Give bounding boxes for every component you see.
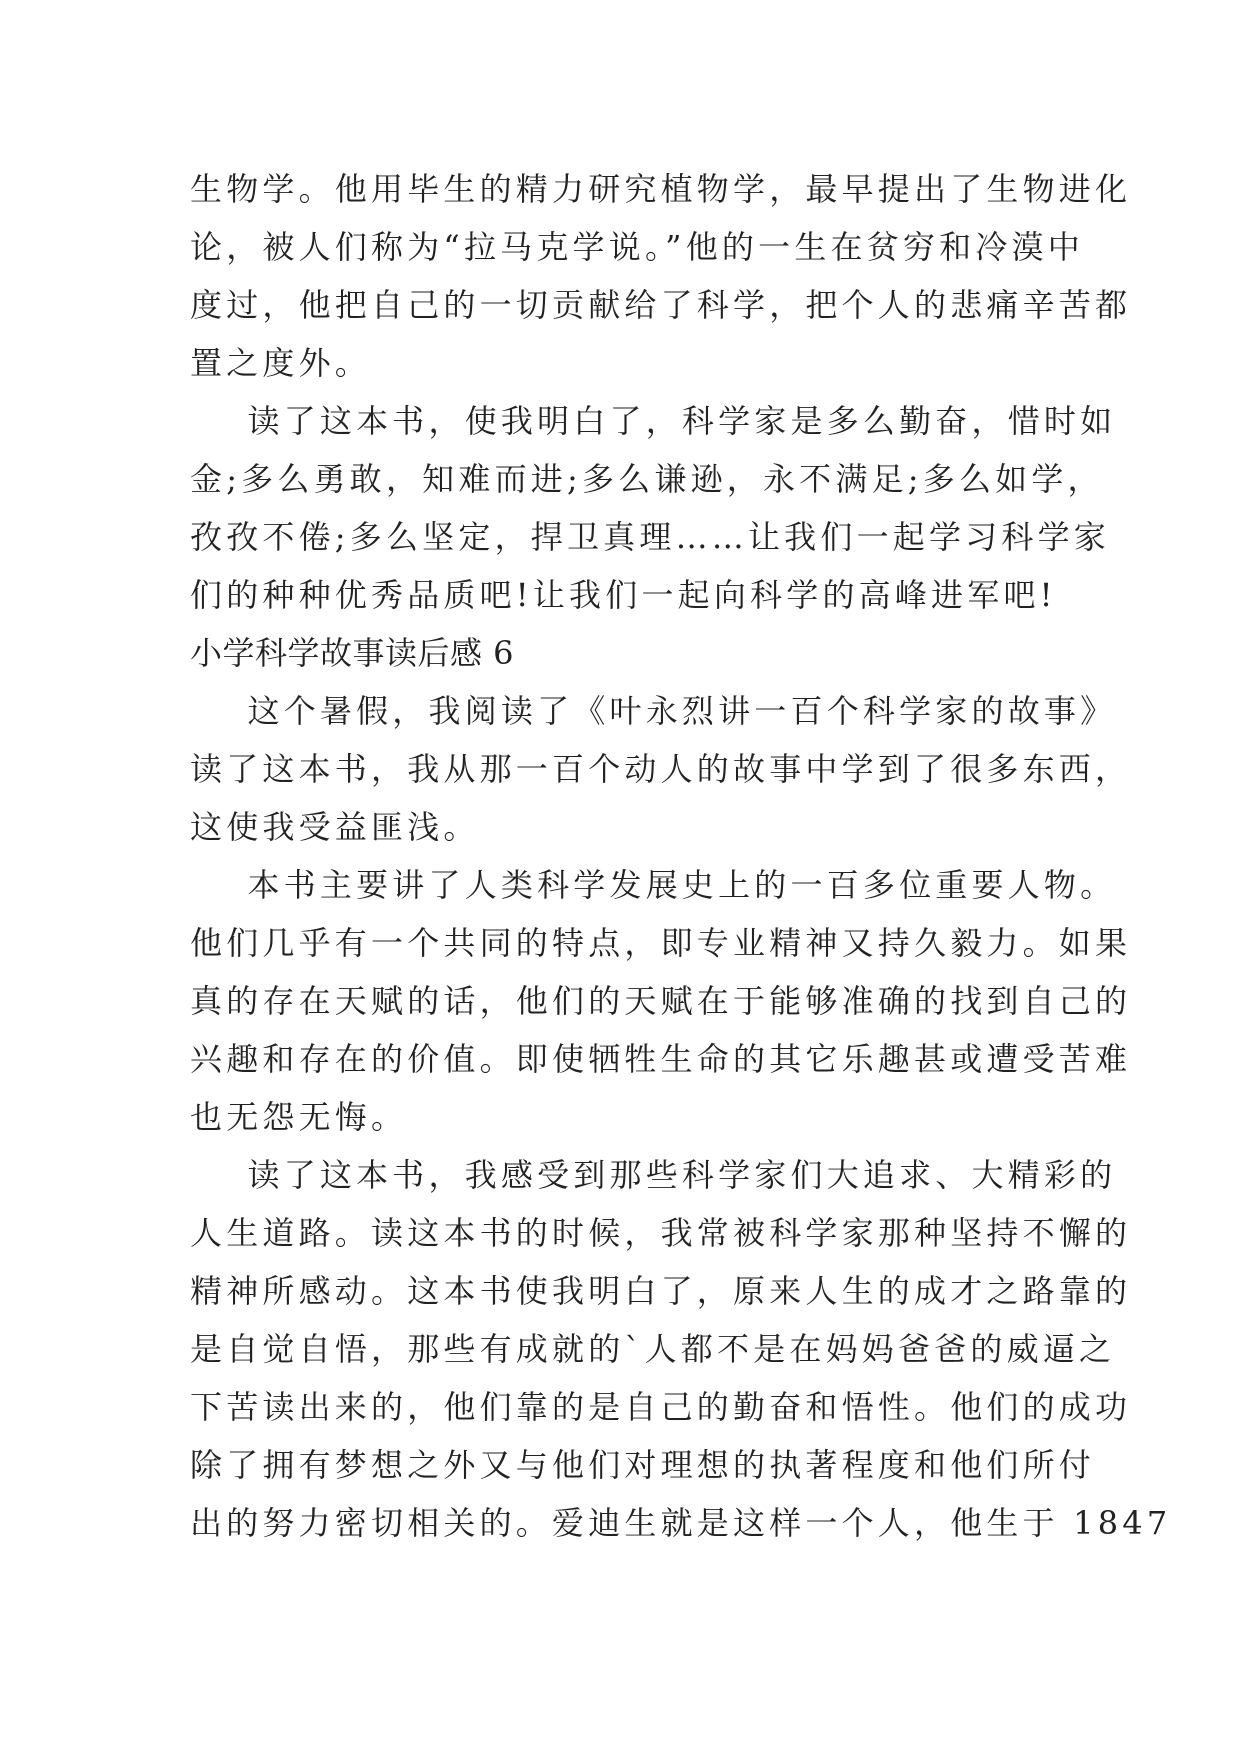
text-line: 生物学。他用毕生的精力研究植物学，最早提出了生物进化 <box>190 170 1132 208</box>
text-line: 们的种种优秀品质吧!让我们一起向科学的高峰进军吧! <box>190 576 1057 614</box>
text-line: 真的存在天赋的话，他们的天赋在于能够准确的找到自己的 <box>190 982 1132 1020</box>
text-line: 兴趣和存在的价值。即使牺牲生命的其它乐趣甚或遭受苦难 <box>190 1040 1132 1078</box>
paragraph-start-line: 本书主要讲了人类科学发展史上的一百多位重要人物。 <box>190 866 1117 904</box>
text-line: 是自觉自悟，那些有成就的`人都不是在妈妈爸爸的威逼之 <box>190 1330 1116 1368</box>
text-line: 读了这本书，我从那一百个动人的故事中学到了很多东西， <box>190 750 1132 788</box>
text-line: 人生道路。读这本书的时候，我常被科学家那种坚持不懈的 <box>190 1214 1132 1252</box>
section-heading: 小学科学故事读后感 6 <box>190 634 515 672</box>
text-line: 除了拥有梦想之外又与他们对理想的执著程度和他们所付 <box>190 1446 1096 1484</box>
text-line: 金;多么勇敢，知难而进;多么谦逊，永不满足;多么如学， <box>190 460 1104 498</box>
document-body <box>190 160 1172 1552</box>
paragraph-start-line: 读了这本书，使我明白了，科学家是多么勤奋，惜时如 <box>190 402 1117 440</box>
text-line: 精神所感动。这本书使我明白了，原来人生的成才之路靠的 <box>190 1272 1132 1310</box>
text-line: 度过，他把自己的一切贡献给了科学，把个人的悲痛辛苦都 <box>190 286 1132 324</box>
text-line: 论，被人们称为“拉马克学说。”他的一生在贫穷和冷漠中 <box>190 228 1084 266</box>
text-line: 孜孜不倦;多么坚定，捍卫真理……让我们一起学习科学家 <box>190 518 1110 556</box>
text-line: 也无怨无悔。 <box>190 1098 408 1136</box>
text-line: 置之度外。 <box>190 344 372 382</box>
paragraph-start-line: 读了这本书，我感受到那些科学家们大追求、大精彩的 <box>190 1156 1117 1194</box>
text-line: 这使我受益匪浅。 <box>190 808 480 846</box>
text-line: 下苦读出来的，他们靠的是自己的勤奋和悟性。他们的成功 <box>190 1388 1132 1426</box>
text-line: 他们几乎有一个共同的特点，即专业精神又持久毅力。如果 <box>190 924 1132 962</box>
paragraph-start-line: 这个暑假，我阅读了《叶永烈讲一百个科学家的故事》 <box>190 692 1117 730</box>
text-line: 出的努力密切相关的。爱迪生就是这样一个人，他生于 1847 <box>190 1504 1172 1542</box>
